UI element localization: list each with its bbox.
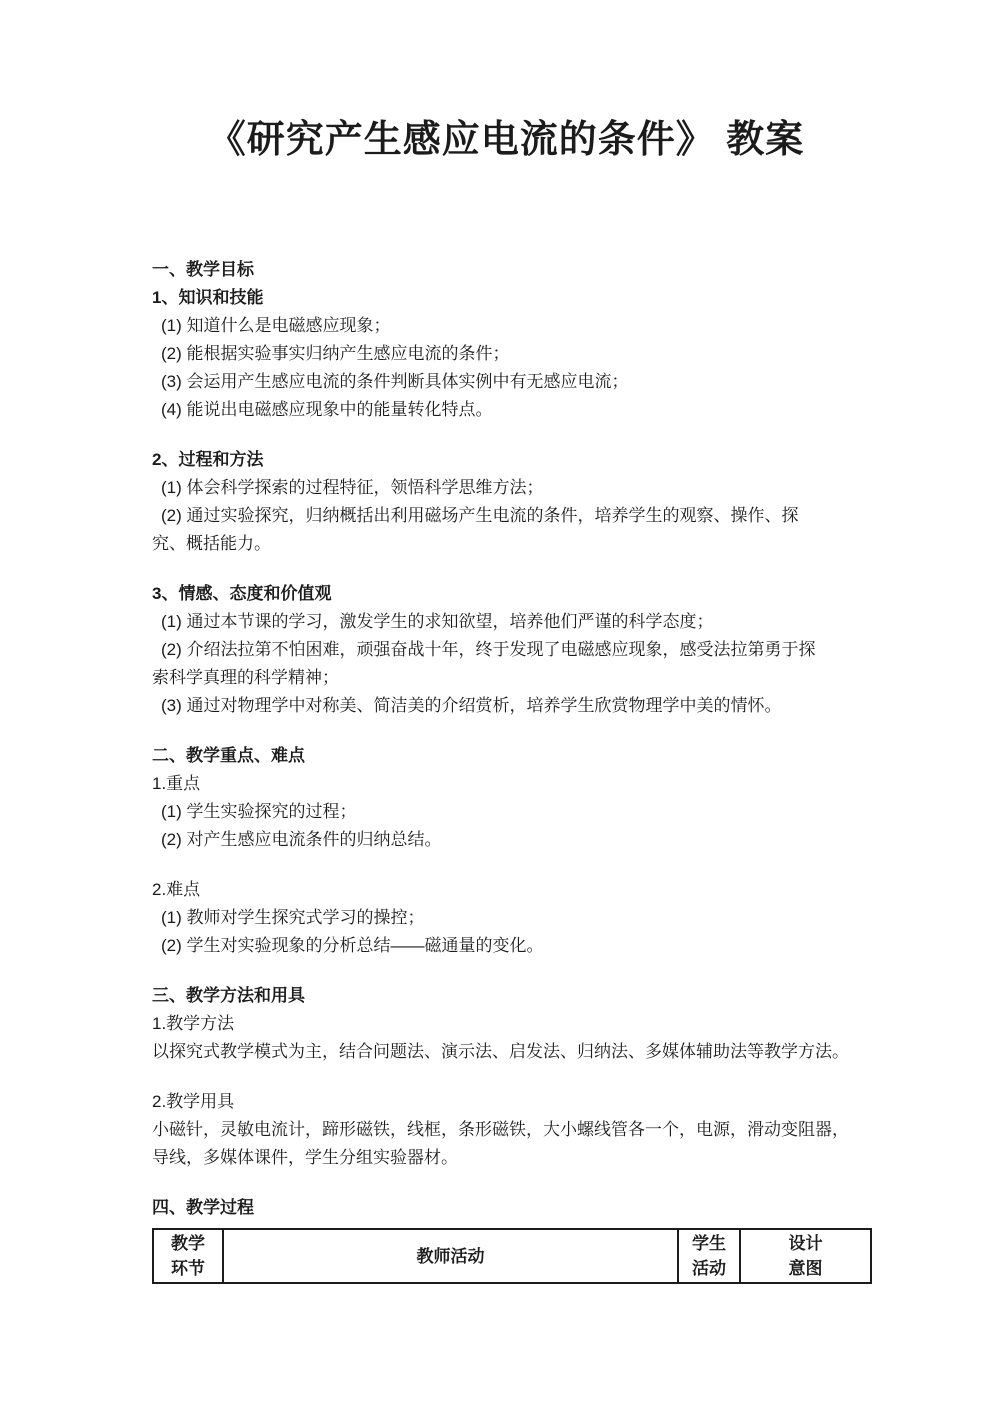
table-header-student-activity [678, 1229, 740, 1283]
list-item: (1) 学生实验探究的过程； [161, 802, 357, 821]
text-line: 究、概括能力。 [152, 534, 271, 553]
list-item: (3) 通过对物理学中对称美、简洁美的介绍赏析，培养学生欣赏物理学中美的情怀。 [161, 696, 782, 715]
table-header-line: 教师活动 [416, 1246, 485, 1266]
section-heading: 二、教学重点、难点 [152, 746, 305, 765]
table-header-design-intent [740, 1229, 871, 1283]
section-heading: 3、情感、态度和价值观 [152, 584, 332, 603]
text-line: 索科学真理的科学精神； [152, 668, 339, 687]
subsection-label: 1.教学方法 [152, 1014, 235, 1033]
section-heading: 三、教学方法和用具 [152, 986, 305, 1005]
table-header-line: 环节 [171, 1259, 205, 1278]
table-header-line: 设计 [788, 1234, 823, 1253]
list-item: (1) 知道什么是电磁感应现象； [161, 316, 391, 335]
table-header-line: 教学 [171, 1234, 205, 1253]
list-item: (2) 对产生感应电流条件的归纳总结。 [161, 830, 442, 849]
list-item: (1) 教师对学生探究式学习的操控； [161, 908, 425, 927]
process-table [152, 1228, 872, 1284]
list-item: (1) 体会科学探索的过程特征，领悟科学思维方法； [161, 478, 544, 497]
table-header-line: 活动 [692, 1259, 726, 1278]
list-item: (2) 学生对实验现象的分析总结——磁通量的变化。 [161, 936, 544, 955]
subsection-label: 1.重点 [152, 774, 201, 793]
text-line: 导线，多媒体课件，学生分组实验器材。 [152, 1148, 458, 1167]
section-heading: 四、教学过程 [152, 1198, 254, 1217]
subsection-label: 2.教学用具 [152, 1092, 235, 1111]
list-item: (2) 通过实验探究，归纳概括出利用磁场产生电流的条件，培养学生的观察、操作、探 [161, 506, 799, 525]
process-table-header-row [153, 1229, 871, 1283]
section-heading: 1、知识和技能 [152, 288, 264, 307]
section-heading: 2、过程和方法 [152, 450, 264, 469]
text-line: 以探究式教学模式为主，结合问题法、演示法、启发法、归纳法、多媒体辅助法等教学方法。 [152, 1042, 849, 1061]
table-header-line: 学生 [692, 1234, 726, 1253]
list-item: (4) 能说出电磁感应现象中的能量转化特点。 [161, 400, 493, 419]
subsection-label: 2.难点 [152, 880, 201, 899]
table-header-teacher-activity [223, 1229, 678, 1283]
list-item: (1) 通过本节课的学习，激发学生的求知欲望，培养他们严谨的科学态度； [161, 612, 714, 631]
section-heading: 一、教学目标 [152, 260, 254, 279]
list-item: (2) 介绍法拉第不怕困难，顽强奋战十年，终于发现了电磁感应现象，感受法拉第勇于探 [161, 640, 816, 659]
table-header-teaching-stage [153, 1229, 223, 1283]
table-header-line: 意图 [788, 1259, 823, 1278]
document-title: 《研究产生感应电流的条件》 教案 [207, 119, 805, 161]
list-item: (3) 会运用产生感应电流的条件判断具体实例中有无感应电流； [161, 372, 629, 391]
list-item: (2) 能根据实验事实归纳产生感应电流的条件； [161, 344, 510, 363]
text-line: 小磁针，灵敏电流计，蹄形磁铁，线框，条形磁铁，大小螺线管各一个，电源，滑动变阻器， [152, 1120, 849, 1139]
